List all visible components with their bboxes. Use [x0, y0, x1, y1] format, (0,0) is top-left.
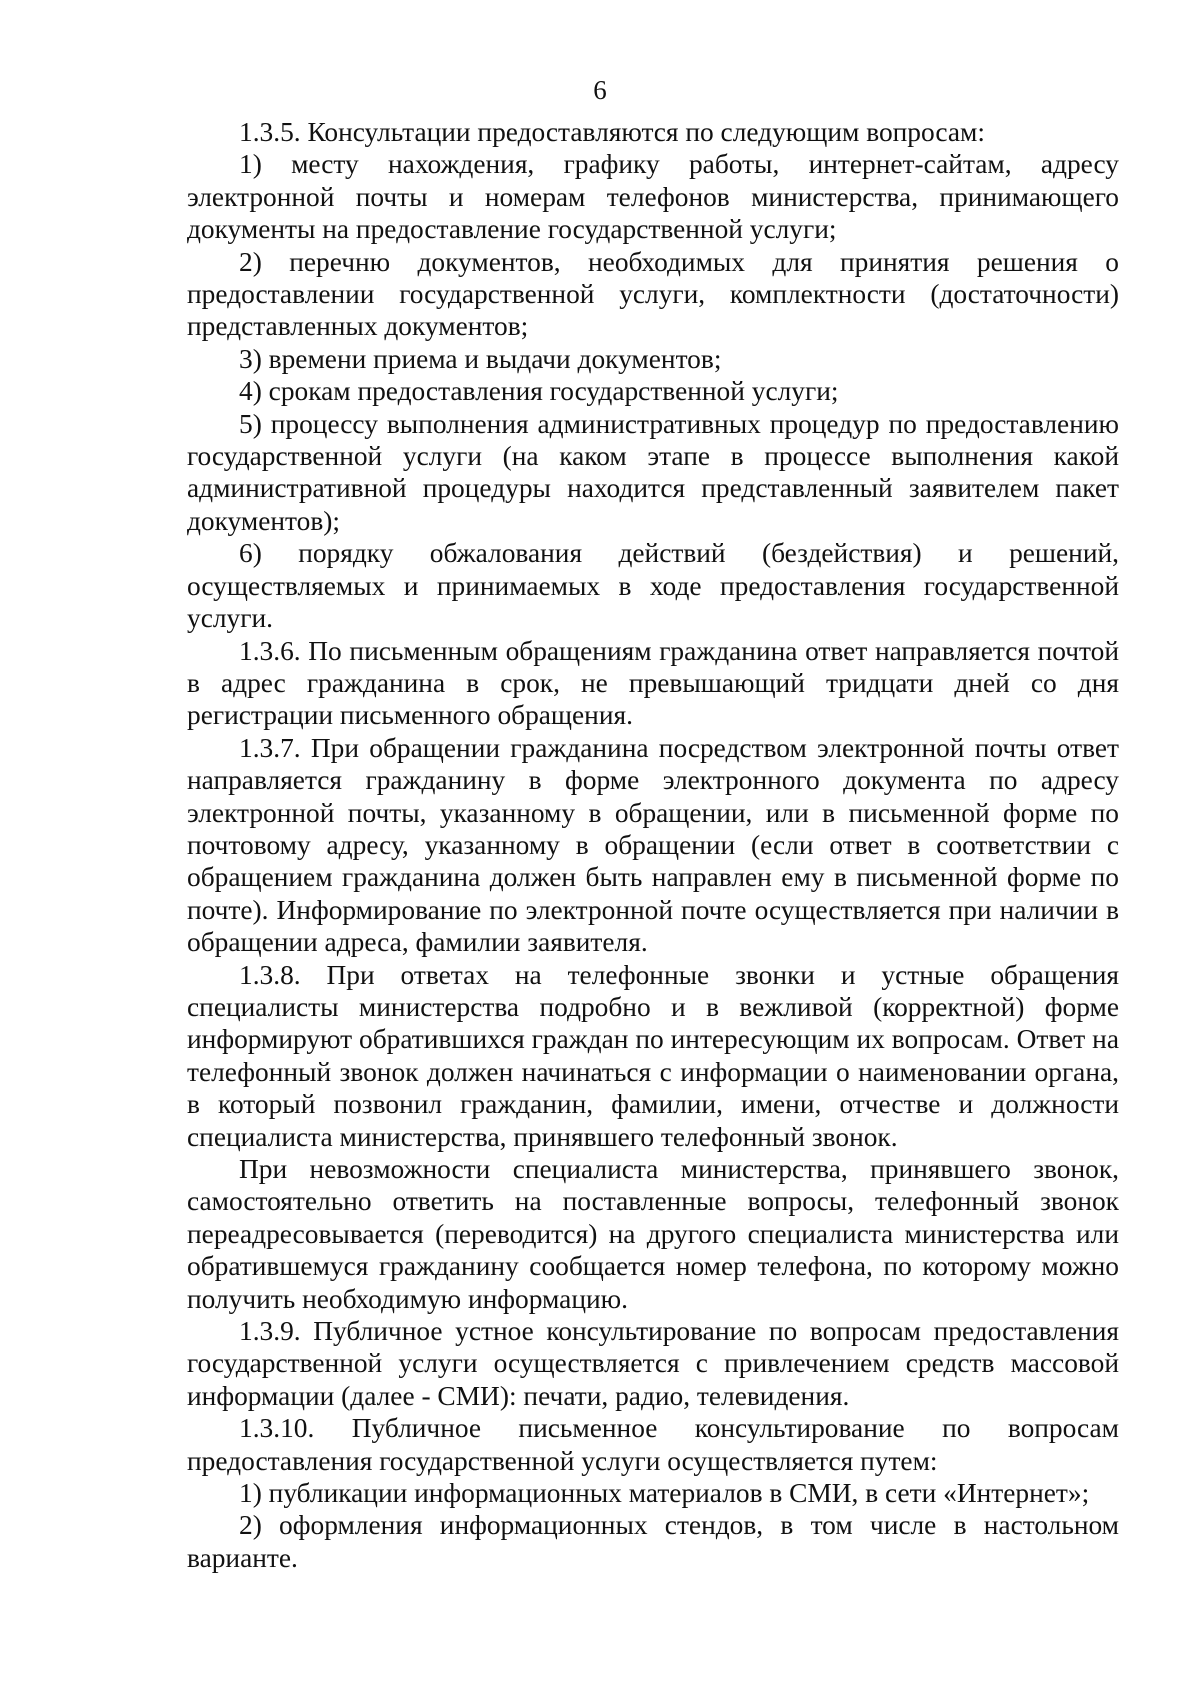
- list-item-appeals: 6) порядку обжалования действий (бездействия) и решений, осуществляемых и принимаемых в ходе предоставления государственной услуги.: [187, 538, 1119, 634]
- list-item-procedures: 5) процессу выполнения административных процедур по предоставлению государственной услуги (на каком этапе в процессе выполнения какой административной процедуры находится представленный заявителем пакет документов);: [187, 408, 1119, 536]
- list-item-deadlines: 4) срокам предоставления государственной услуги;: [239, 376, 839, 407]
- list-item-documents: 2) перечню документов, необходимых для принятия решения о предоставлении государственной услуги, комплектности (достаточности) представленных документов;: [187, 246, 1119, 342]
- paragraph-1-3-10: 1.3.10. Публичное письменное консультирование по вопросам предоставления государственной услуги осуществляется путем:: [187, 1413, 1119, 1476]
- list-item-stands: 2) оформления информационных стендов, в том числе в настольном варианте.: [187, 1510, 1119, 1573]
- list-item-publications: 1) публикации информационных материалов в СМИ, в сети «Интернет»;: [239, 1478, 1090, 1509]
- list-item-reception-time: 3) времени приема и выдачи документов;: [239, 343, 722, 374]
- paragraph-1-3-5: 1.3.5. Консультации предоставляются по следующим вопросам:: [239, 117, 985, 147]
- list-item-location: 1) месту нахождения, графику работы, интернет-сайтам, адресу электронной почты и номерам телефонов министерства, принимающего документы на предоставление государственной услуги;: [187, 149, 1119, 245]
- paragraph-1-3-9: 1.3.9. Публичное устное консультирование по вопросам предоставления государственной услуги осуществляется с привлечением средств массовой информации (далее - СМИ): печати, радио, телевидения.: [187, 1316, 1119, 1411]
- document-body: [187, 116, 1119, 1574]
- page-number: 6: [593, 75, 607, 105]
- paragraph-1-3-6: 1.3.6. По письменным обращениям гражданина ответ направляется почтой в адрес гражданина в срок, не превышающий тридцати дней со дня регистрации письменного обращения.: [187, 635, 1119, 731]
- paragraph-1-3-8: 1.3.8. При ответах на телефонные звонки и устные обращения специалисты министерства подробно и в вежливой (корректной) форме информируют обратившихся граждан по интересующим их вопросам. Ответ на телефонный звонок должен начинаться с информации о наименовании органа, в который позвонил гражданин, фамилии, имени, отчестве и должности специалиста министерства, принявшего телефонный звонок.: [187, 959, 1119, 1152]
- paragraph-1-3-7: 1.3.7. При обращении гражданина посредством электронной почты ответ направляется гражданину в форме электронного документа по адресу электронной почты, указанному в обращении, или в письменной форме по почтовому адресу, указанному в обращении (если ответ в соответствии с обращением гражданина должен быть направлен ему в письменной форме по почте). Информирование по электронной почте осуществляется при наличии в обращении адреса, фамилии заявителя.: [187, 732, 1119, 958]
- paragraph-call-redirect: При невозможности специалиста министерства, принявшего звонок, самостоятельно ответить на поставленные вопросы, телефонный звонок переадресовывается (переводится) на другого специалиста министерства или обратившемуся гражданину сообщается номер телефона, по которому можно получить необходимую информацию.: [187, 1154, 1119, 1314]
